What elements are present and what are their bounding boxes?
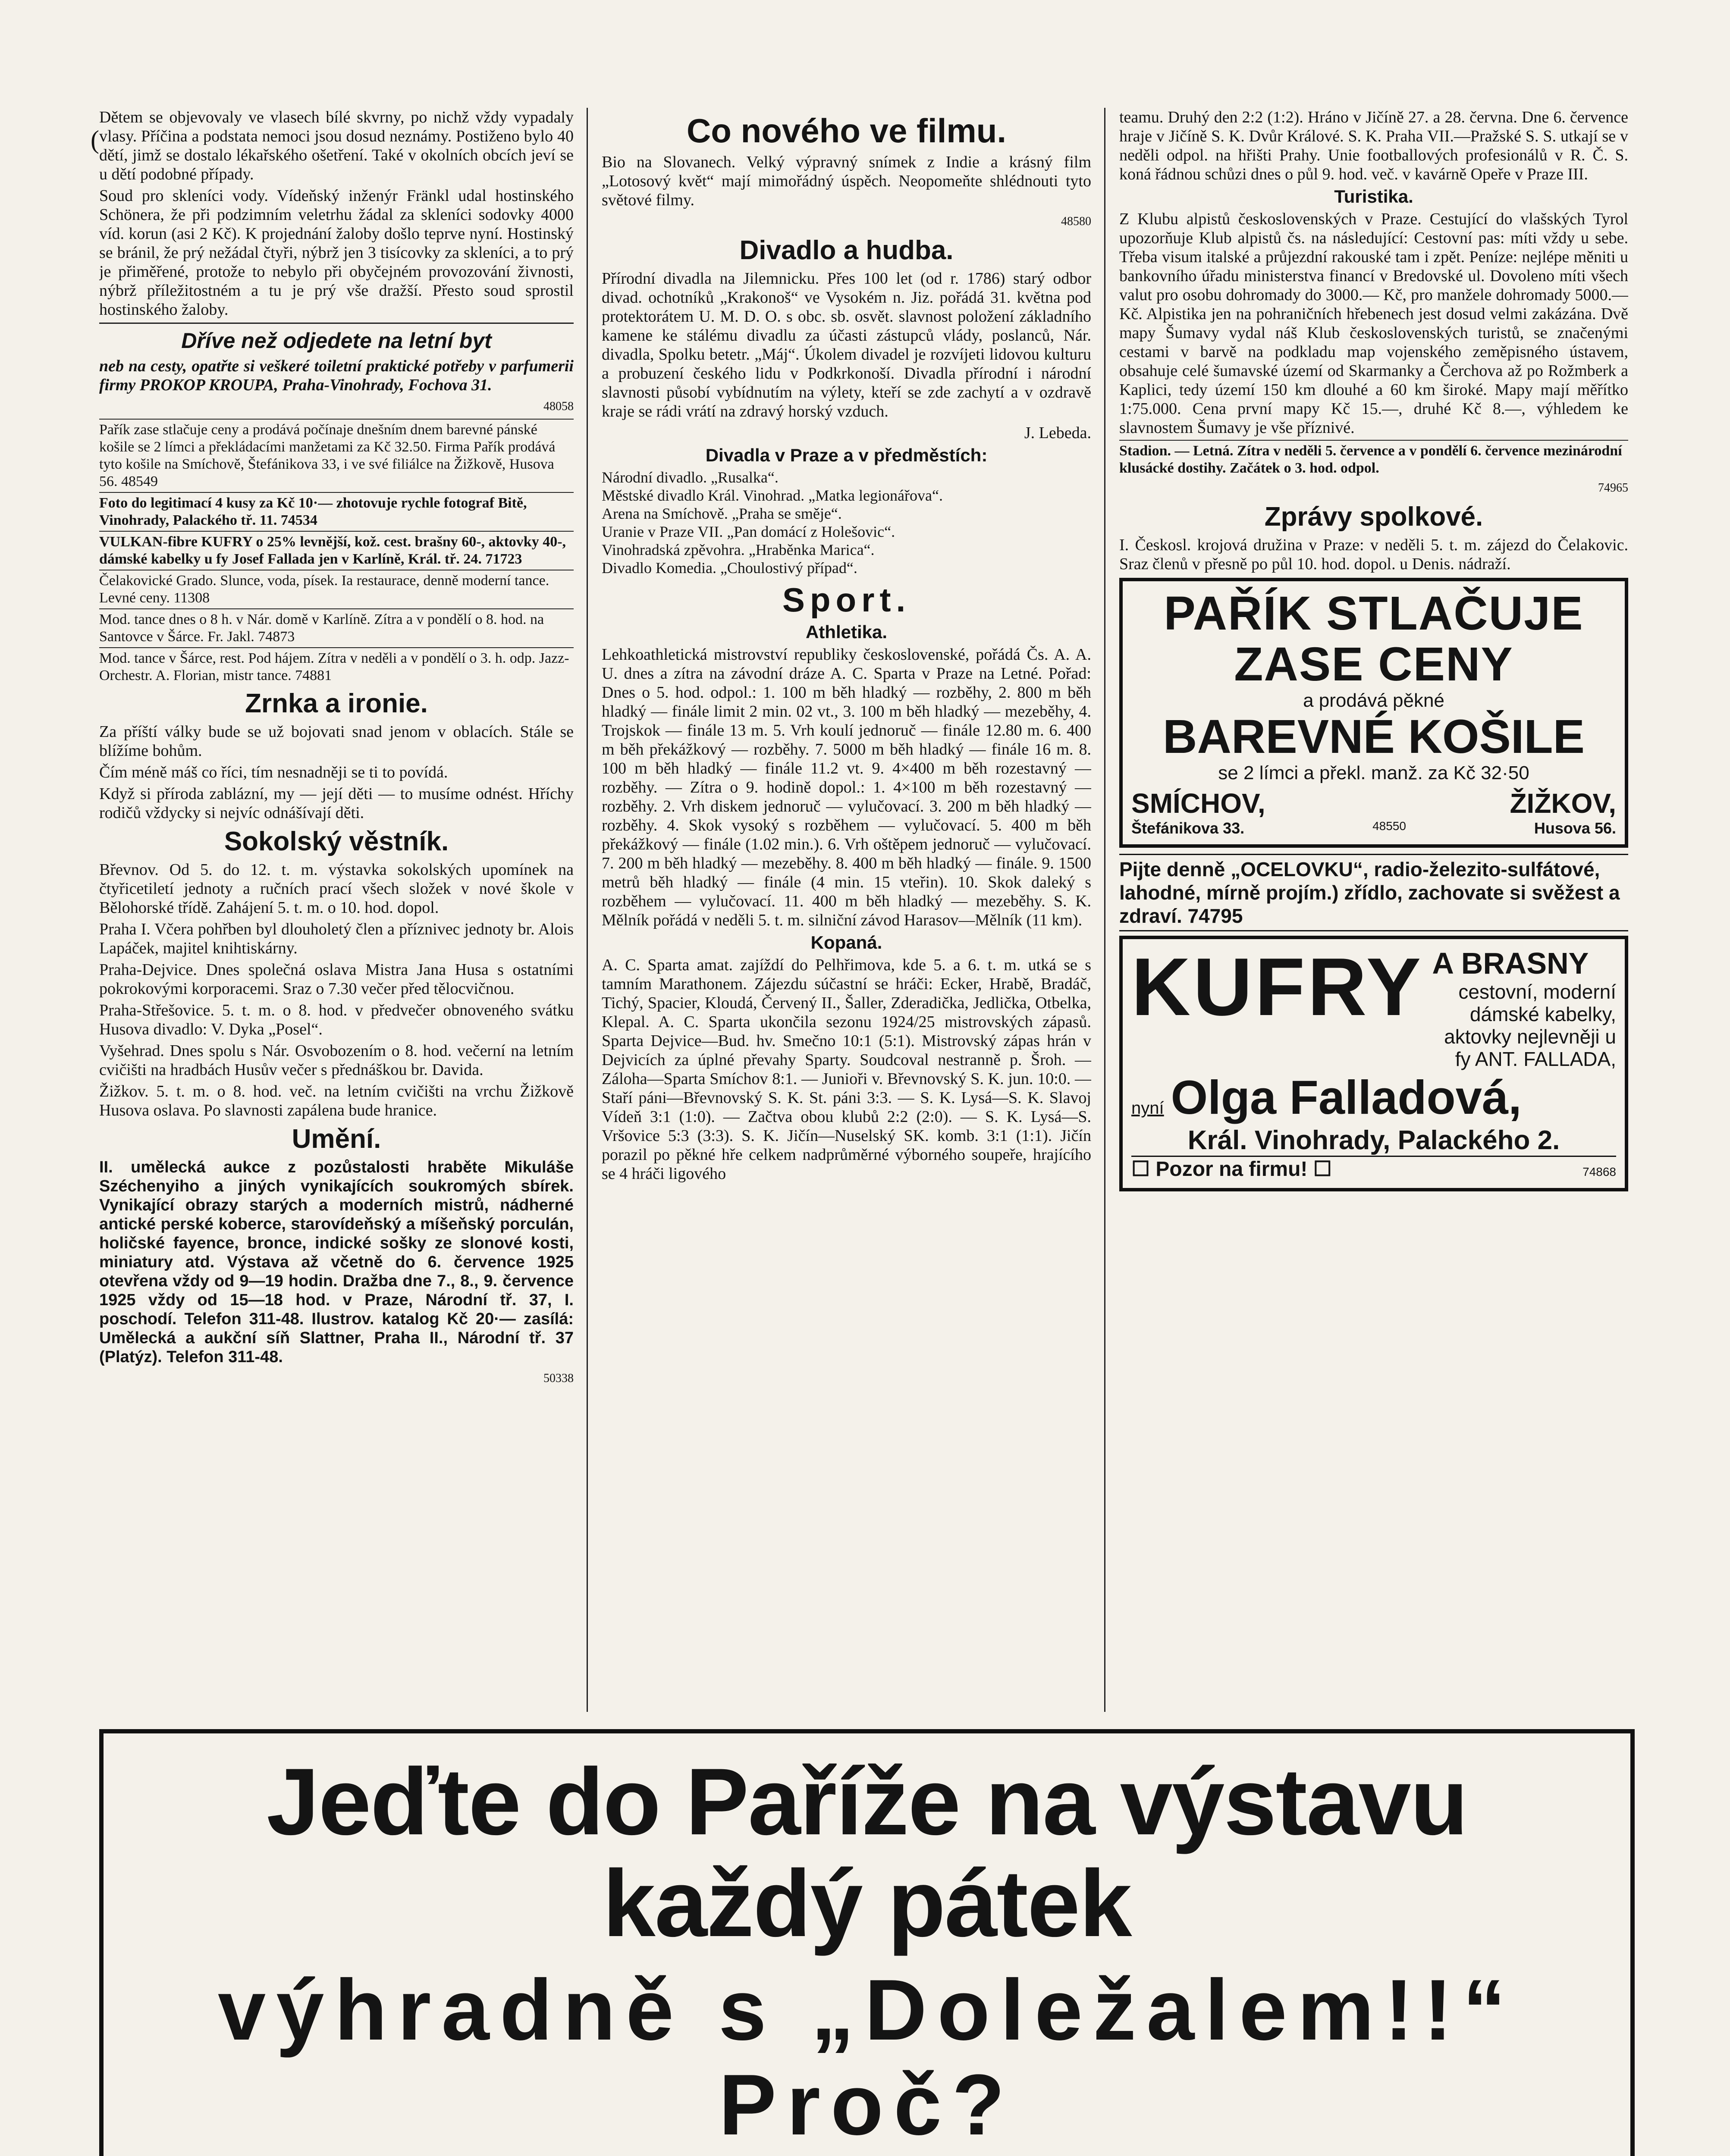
ad-ocelovka: Pijte denně „OCELOVKU“, radio-železito-sulfátové, lahodné, mírně projím.) zřídlo, zachovate si svěžest a zdraví. 74795: [1119, 854, 1628, 931]
theatre-listing: Městské divadlo Král. Vinohrad. „Matka legionářova“.: [602, 487, 943, 504]
sokol-item: Praha I. Včera pohřben byl dlouholetý člen a příznivec jednoty br. Alois Lapáček, majitel knihtiskárny.: [99, 920, 574, 957]
ad-dolezal-paris: [99, 1729, 1635, 2156]
theatre-text: Přírodní divadla na Jilemnicku. Přes 100 let (od r. 1786) starý odbor divad. ochotníků „Krakonoš“ ve Vysokém n. Jiz. pořádá 31. května pod protektorátem U. M. D. O. s obc. sb. osvět. slavnost položení základního kamene ke stálému divadlu za účasti zástupců vlády, poslanců, Nár. divadla, Spolku betetr. „Máj“. Úkolem divadel je rozvíjeti lidovou kulturu a probuzení českého lidu v Podkrkonoší. Divadla přírodní i národní slavnosti působí vybídnutím na výlety, kteří se zde zachytí a v ozdravě kraje se rádi vrátí na zdravý horský vzduch.: [602, 270, 1091, 420]
football-text: A. C. Sparta amat. zajíždí do Pelhřimova, kde 5. a 6. t. m. utká se s tamním Marathonem. Zájezdu súčastní se hráči: Ecker, Hrabě, Bradáč, Tichý, Spacier, Kloudá, Červený II., Šaller, Zderadička, Jedlička, Otbelka, Klepal. A. C. Sparta ukončila sezonu 1924/25 mistrovských zápasů. Sparta Dejvice—Bud. hv. Smečno 10:1 (5:1). Mistrovský zápas hrán v Dejvicích za úplné převahy Sparty. Soudcoval nestranně p. Šroh. — Záloha—Sparta Smíchov 8:1. — Junioři v. Břevnovský S. K. jun. 10:0. — Staří páni—Břevnovský S. K. St. páni 3:3. — S. K. Lysá—S. K. Slavoj Vídeň 3:1 (1:0). — Začtva obou klubů 2:2 (2:0). — S. K. Lysá—S. Vršovice 5:3 (3:3). S. K. Jičín—Nuselský SK. komb. 3:1 (1:1). Jičín porazil po pěkné hře celkem nadprůměrné výborného soupeře, hrajícího se 4 hráči ligového: [602, 956, 1091, 1183]
ad-parik-shirts: [1119, 578, 1628, 848]
sokol-item: Žižkov. 5. t. m. o 8. hod. več. na letním cvičišti na vrchu Žižkově Husova oslava. Po slavnosti zapálena bude hranice.: [99, 1082, 574, 1119]
tourism-text: Z Klubu alpistů československých v Praze. Cestující do vlašských Tyrol upozorňuje Klub alpistů čs. na následující: Cestovní pas: míti vždy u sebe. Třeba visum italské a průjezdní rakouské tam i zpět. Peníze: nejlépe měniti u bankovního úřadu ministerstva financí v Bredovské ul. Dovoleno míti všech valut pro osobu dohromady do 3000.— Kč, pro manžele dohromady 5000.— Kč. Alpistika jen na pohraničních hřebenech jest dosud velmi zakázána. Dvě mapy Šumavy vydal náš Klub československých turistů, se značenými cestami v barvě na podkladu map vojenského zeměpisného ústavem, obsahuje celé šumavské území od Skarmanky a Čerchova až po Rožmberk a Kaplici, tedy území 150 km dlouhé a 60 km široké. Mapy mají měřítko 1:75.000. Cena první mapy Kč 15.—, druhé Kč 8.—, výhledem ke slavnostem Šumavy je vše příznivé.: [1119, 210, 1628, 437]
ad-headline: Jeďte do Paříže na výstavu každý pátek: [266, 1749, 1468, 1956]
sokol-item: Břevnov. Od 5. do 12. t. m. výstavka sokolských upomínek na čtyřicetiletí jednoty a ručních prací všech složek v nové škole v Bělohorské třídě. Zahájení 5. t. m. o 10. hod. dopol.: [99, 861, 574, 917]
theatre-program-heading: Divadla v Praze a v předměstích:: [705, 445, 988, 465]
irony-item: Za příští války bude se už bojovati snad jenom v oblacích. Stále se blížíme bohům.: [99, 723, 574, 760]
clubs-text: I. Českosl. krojová družina v Praze: v neděli 5. t. m. zájezd do Čelakovic. Sraz členů v přesně po půl 10. hod. dopol. u Denis. nádraží.: [1119, 536, 1628, 573]
ad-price: se 2 límci a překl. manž. za Kč 32·50: [1218, 762, 1529, 783]
ad-kufry: [1119, 936, 1628, 1191]
stadium-notice: Stadion. — Letná. Zítra v neděli 5. července a v pondělí 6. července mezinárodní klusácké dostihy. Začátek o 3. hod. odpol.: [1119, 440, 1628, 477]
ad-now-label: nyní: [1131, 1099, 1164, 1118]
ad-headline-secondary: výhradně s „Doležalem!!“ Proč?: [217, 1962, 1516, 2153]
section-heading-sokol: Sokolský věstník.: [224, 827, 449, 856]
stadium-code: 74965: [1598, 481, 1628, 495]
classified-notice: Mod. tance v Šárce, rest. Pod hájem. Zítra v neděli a v pondělí o 3. h. odp. Jazz-Orchestr. A. Florian, mistr tance. 74881: [99, 647, 574, 684]
art-code: 50338: [543, 1372, 574, 1385]
theatre-listing: Divadlo Komedia. „Choulostivý případ“.: [602, 559, 857, 577]
ad-shop-location: SMÍCHOV,: [1131, 788, 1265, 819]
film-code: 48580: [1061, 215, 1091, 228]
ad-owner-name: Olga Falladová,: [1171, 1071, 1522, 1124]
classified-notice: VULKAN-fibre KUFRY o 25% levnější, kož. cest. brašny 60-, aktovky 40-, dámské kabelky u fy Josef Fallada jen v Karlíně, Král. tř. 24. 71723: [99, 531, 574, 568]
column-2: [602, 108, 1091, 1712]
promo-heading: Dříve než odjedete na letní byt: [181, 329, 492, 353]
theatre-listing: Vinohradská zpěvohra. „Hraběnka Marica“.: [602, 541, 875, 558]
ad-footer: ☐ Pozor na firmu! ☐: [1131, 1158, 1332, 1181]
irony-item: Čím méně máš co říci, tím nesnadněji se ti to povídá.: [99, 763, 448, 781]
promo-body: neb na cesty, opatřte si veškeré toiletní praktické potřeby v parfumerii firmy PROKOP KROUPA, Praha-Vinohrady, Fochova 31.: [99, 357, 574, 394]
section-heading-theatre: Divadlo a hudba.: [739, 235, 954, 265]
column-1: [99, 108, 574, 1712]
classified-notice: Pařík zase stlačuje ceny a prodává počínaje dnešním dnem barevné pánské košile se 2 límci a překládacími manžetami za Kč 32.50. Firma Pařík prodává tyto košile na Smíchově, Štefánikova 33, i ve své filiálce na Žižkově, Husova 56. 48549: [99, 419, 574, 490]
theatre-listing: Arena na Smíchově. „Praha se směje“.: [602, 505, 842, 522]
ad-shop-location: ŽIŽKOV,: [1510, 788, 1616, 819]
sokol-item: Praha-Střešovice. 5. t. m. o 8. hod. v předvečer obnoveného svátku Husova divadlo: V. Dyka „Posel“.: [99, 1001, 574, 1038]
section-heading-sport: Sport.: [782, 581, 911, 619]
news-paragraph: Soud pro skleníci vody. Vídeňský inženýr Fränkl udal hostinského Schönera, že při podzimním veletrhu žádal za skleníci sodovky 4000 víd. korun (asi 2 Kč). K projednání žaloby došlo teprve nyní. Hostinský se bránil, že prý nežádal čtyři, nýbrž jen 3 tisícovky za skleníci, a to prý je přiměřené, protože to nebylo při obyčejném provozování živnosti, nýbrž příležitostném a tu je prý vše dražší. Přesto soud sprostil hostinského žaloby.: [99, 187, 574, 319]
news-paragraph: Dětem se objevovaly ve vlasech bílé skvrny, po nichž vždy vypadaly vlasy. Příčina a podstata nemoci jsou dosud neznámy. Postiženo bylo 40 dětí, jimž se dostalo lékařského ošetření. Také v okolních obcích jeví se u dětí podobné případy.: [99, 108, 574, 183]
ad-product: BAREVNÉ KOŠILE: [1163, 710, 1585, 763]
promo-code: 48058: [543, 400, 574, 413]
ad-subline: a prodává pěkné: [1303, 690, 1444, 711]
ad-headline: ZASE CENY: [1234, 638, 1513, 691]
film-text: Bio na Slovanech. Velký výpravný snímek z Indie a krásný film „Lotosový květ“ mají mimořádný úspěch. Neopomeňte shlédnouti tyto světové filmy.: [602, 153, 1091, 209]
ad-brand-secondary: A BRASNY: [1432, 946, 1589, 980]
sokol-item: Praha-Dejvice. Dnes společná oslava Mistra Jana Husa s ostatními pokrokovými korporacemi. Sraz o 7.30 večer před tělocvičnou.: [99, 961, 574, 998]
football-continued: teamu. Druhý den 2:2 (1:2). Hráno v Jičíně 27. a 28. června. Dne 6. července hraje v Jičíně S. K. Dvůr Králové. S. K. Praha VII.—Pražské S. S. utkají se v neděli odpol. na hřišti Prahy. Unie footballových profesionálů v R. Č. S. koná řádnou schůzi dnes o půl 9. hod. več. v kavárně Opeře v Praze III.: [1119, 108, 1628, 183]
ad-brand: KUFRY: [1131, 941, 1424, 1033]
sokol-item: Vyšehrad. Dnes spolu s Nár. Osvobozením o 8. hod. večerní na letním cvičišti na hradbách Husův večer s přednáškou br. Davida.: [99, 1042, 574, 1079]
ad-code: 74868: [1582, 1165, 1616, 1178]
column-rule: [1104, 108, 1105, 1712]
theatre-listing: Národní divadlo. „Rusalka“.: [602, 469, 779, 486]
column-rule: [587, 108, 588, 1712]
theatre-signature: J. Lebeda.: [1024, 424, 1091, 442]
ad-address: Král. Vinohrady, Palackého 2.: [1187, 1125, 1560, 1155]
classified-notice: Foto do legitimací 4 kusy za Kč 10·— zhotovuje rychle fotograf Bitě, Vinohrady, Palackého tř. 11. 74534: [99, 492, 574, 529]
ad-description: cestovní, moderní dámské kabelky, aktovky nejlevněji u fy ANT. FALLADA,: [1444, 981, 1616, 1070]
theatre-listing: Uranie v Praze VII. „Pan domácí z Holešovic“.: [602, 523, 895, 540]
ad-code: 48550: [1372, 819, 1406, 833]
classified-notice: Mod. tance dnes o 8 h. v Nár. domě v Karlíně. Zítra a v pondělí o 8. hod. na Santovce v Šárce. Fr. Jakl. 74873: [99, 608, 574, 646]
classified-notice: Čelakovické Grado. Slunce, voda, písek. Ia restaurace, denně moderní tance. Levné ceny. 11308: [99, 570, 574, 607]
margin-bracket: (: [91, 125, 99, 154]
art-auction-text: II. umělecká aukce z pozůstalosti hraběte Mikuláše Széchenyiho a jiných vynikajících soukromých sbírek. Vynikající obrazy starých a moderních mistrů, nádherné antické perské koberce, starovídeňský a míšeňský porculán, holičské fayence, bronce, indické sošky ze slonové kosti, miniatury atd. Výstava až včetně do 6. července 1925 otevřena vždy od 9—19 hodin. Dražba dne 7., 8., 9. července 1925 vždy od 15—18 hod. v Praze, Národní tř. 37, I. poschodí. Telefon 311-48. Ilustrov. katalog Kč 20·— zasílá: Umělecká a aukční síň Slattner, Praha II., Národní tř. 37 (Platýz). Telefon 311-48.: [99, 1158, 574, 1366]
subheading-football: Kopaná.: [810, 932, 882, 953]
ad-headline: PAŘÍK STLAČUJE: [1164, 587, 1584, 640]
section-heading-clubs: Zprávy spolkové.: [1264, 502, 1483, 532]
section-heading-film: Co nového ve filmu.: [686, 112, 1007, 150]
irony-item: Když si příroda zablázní, my — její děti — to musíme odnést. Hříchy rodičů vždycky si nejvíc odnášívají děti.: [99, 785, 574, 822]
subheading-athletics: Athletika.: [805, 622, 888, 642]
section-heading-irony: Zrnka a ironie.: [245, 689, 428, 718]
athletics-text: Lehkoathletická mistrovství republiky československé, pořádá Čs. A. A. U. dnes a zítra na závodní dráze A. C. Sparta v Praze na Letné. Pořad: Dnes o 5. hod. odpol.: 1. 100 m běh hladký — rozběhy, 2. 800 m běh hladký — finále limit 2 min. 02 vt., 3. 100 m běh hladký — mezeběhy, 4. Trojskok — finále 13 m. 5. Vrh koulí jednoruč — finále 12.80 m. 6. 400 m běh překážkový — rozběhy. 7. 5000 m běh hladký — finále 16 m. 8. 100 m běh hladký — finále 11.2 vt. 9. 4×400 m běh rozestavný — rozběhy. — Zítra o 9. hodině dopol.: 1. 4×100 m běh rozestavný — rozběhy. 2. Vrh diskem jednoruč — vylučovací. 3. 200 m běh hladký — rozběhy. 4. Skok vysoký s rozběhem — vylučovací. 5. 400 m běh překážkový — finále (1.02 min.). 6. Vrh oštěpem jednoruč — vylučovací. 7. 200 m běh hladký — mezeběhy. 8. 400 m běh hladký — finále. 9. 1500 metrů běh hladký — finále (4 min. 15 vteřin). 10. Skok daleký s rozběhem — vylučovací. 11. 400 m běh hladký — mezeběhy. S. K. Mělník pořádá v neděli 5. t. m. silniční závod Harasov—Mělník (11 km).: [602, 646, 1091, 929]
column-3: [1119, 108, 1628, 1712]
section-heading-art: Umění.: [292, 1124, 381, 1154]
ad-shop-address: Štefánikova 33.: [1131, 819, 1245, 837]
subheading-tourism: Turistika.: [1334, 186, 1413, 207]
divider: [99, 323, 574, 324]
ad-shop-address: Husova 56.: [1534, 819, 1616, 837]
newspaper-page: [99, 108, 1635, 2156]
